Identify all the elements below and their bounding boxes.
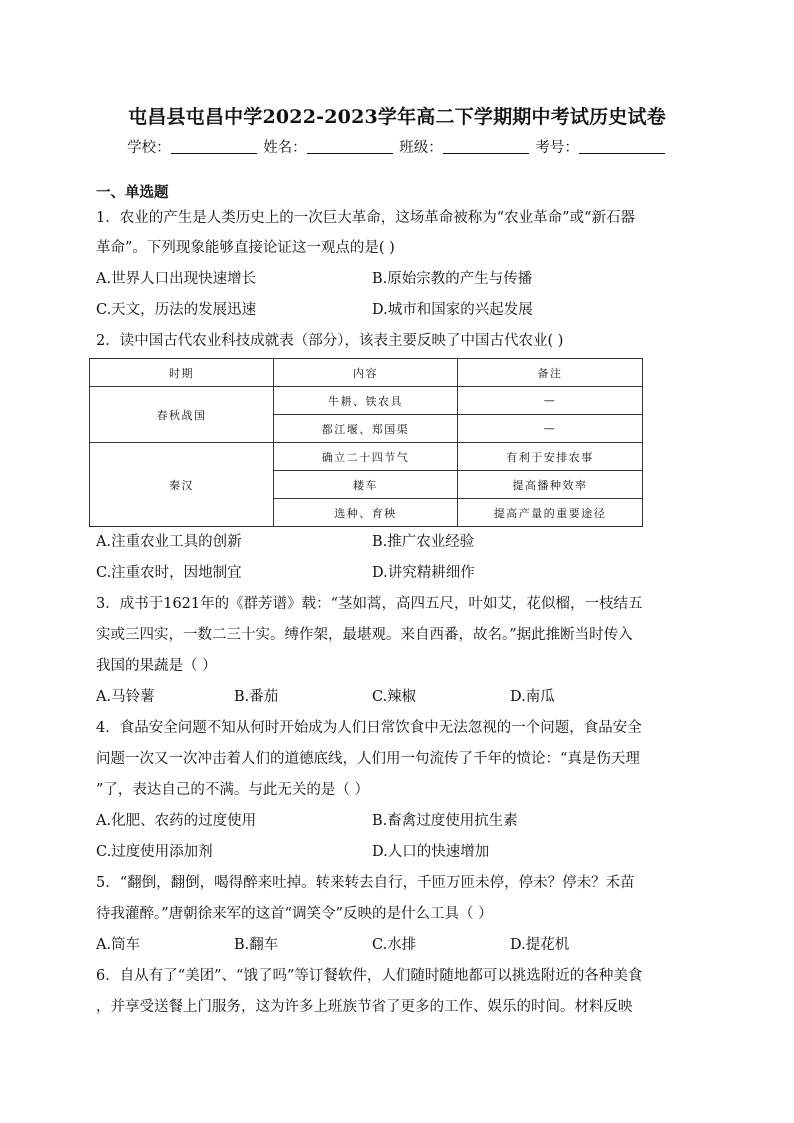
q2-option-b[interactable]: B.推广农业经验	[372, 534, 475, 550]
table-cell-content: 牛耕、铁农具	[274, 387, 458, 415]
q3-stem-line3: 我国的果蔬是（ ）	[96, 658, 217, 674]
q1-stem-line1: 1．农业的产生是人类历史上的一次巨大革命，这场革命被称为“农业革命”或“新石器	[96, 210, 635, 226]
q4-option-a[interactable]: A.化肥、农药的过度使用	[96, 813, 257, 829]
table-cell-note: 提高播种效率	[458, 471, 643, 499]
q5-option-d[interactable]: D.提花机	[510, 937, 570, 953]
name-label: 姓名：	[263, 140, 307, 156]
q5-option-b[interactable]: B.翻车	[234, 937, 279, 953]
agri-achievements-table	[89, 358, 643, 527]
q4-option-b[interactable]: B.畜禽过度使用抗生素	[372, 813, 518, 829]
q3-stem-line1: 3．成书于1621年的《群芳谱》载：“茎如蒿，高四五尺，叶如艾，花似榴，一枝结五	[96, 596, 643, 612]
table-row	[90, 443, 643, 471]
table-cell-content: 选种、育秧	[274, 499, 458, 527]
q2-stem-line1: 2．读中国古代农业科技成就表（部分），该表主要反映了中国古代农业( )	[96, 333, 564, 349]
class-label: 班级：	[399, 140, 443, 156]
q2-option-d[interactable]: D.讲究精耕细作	[372, 565, 475, 581]
q4-stem-line3: ”了，表达自己的不满。与此无关的是（ ）	[96, 782, 370, 798]
q4-option-d[interactable]: D.人口的快速增加	[372, 844, 490, 860]
table-header-note: 备注	[458, 359, 643, 387]
table-header-row	[90, 359, 643, 387]
student-info-line	[0, 136, 794, 157]
table-cell-note: —	[458, 387, 643, 415]
q5-stem-line2: 待我灌醉。”唐朝徐来军的这首“调笑令”反映的是什么工具（ ）	[96, 906, 493, 922]
table-cell-content: 耧车	[274, 471, 458, 499]
table-cell-content: 确立二十四节气	[274, 443, 458, 471]
section-heading: 一、单选题	[96, 184, 169, 201]
name-blank[interactable]	[307, 139, 393, 154]
class-blank[interactable]	[443, 139, 529, 154]
q4-stem-line1: 4．食品安全问题不知从何时开始成为人们日常饮食中无法忽视的一个问题，食品安全	[96, 720, 642, 736]
q6-stem-line1: 6．自从有了“美团”、“饿了吗”等订餐软件，人们随时随地都可以挑选附近的各种美食	[96, 968, 643, 984]
school-label: 学校：	[127, 140, 171, 156]
number-label: 考号：	[535, 140, 579, 156]
q5-stem-line1: 5．“翻倒，翻倒，喝得醉来吐掉。转来转去自行，千匝万匝未停，停未？停未？禾苗	[96, 875, 635, 891]
q3-option-c[interactable]: C.辣椒	[372, 689, 417, 705]
table-cell-period: 春秋战国	[90, 387, 274, 443]
q3-option-b[interactable]: B.番茄	[234, 689, 279, 705]
q1-option-a[interactable]: A.世界人口出现快速增长	[96, 271, 257, 287]
q3-option-a[interactable]: A.马铃薯	[96, 689, 155, 705]
exam-title: 屯昌县屯昌中学2022-2023学年高二下学期期中考试历史试卷	[128, 106, 666, 128]
q1-option-b[interactable]: B.原始宗教的产生与传播	[372, 271, 533, 287]
q4-stem-line2: 问题一次又一次冲击着人们的道德底线，人们用一句流传了千年的愤论：“真是伤天理	[96, 751, 640, 767]
q6-stem-line2: ，并享受送餐上门服务，这为许多上班族节省了更多的工作、娱乐的时间。材料反映	[96, 999, 633, 1015]
q3-option-d[interactable]: D.南瓜	[510, 689, 555, 705]
table-cell-period: 秦汉	[90, 443, 274, 527]
table-cell-note: —	[458, 415, 643, 443]
q1-stem-line2: 革命”。下列现象能够直接论证这一观点的是( )	[96, 240, 395, 256]
q2-option-a[interactable]: A.注重农业工具的创新	[96, 534, 242, 550]
q3-stem-line2: 实或三四实，一数二三十实。缚作架，最堪观。来自西番，故名。”据此推断当时传入	[96, 627, 633, 643]
q5-option-c[interactable]: C.水排	[372, 937, 417, 953]
q1-option-c[interactable]: C.天文，历法的发展迅速	[96, 302, 257, 318]
school-blank[interactable]	[171, 139, 257, 154]
table-cell-note: 有利于安排农事	[458, 443, 643, 471]
q2-option-c[interactable]: C.注重农时，因地制宜	[96, 565, 242, 581]
q1-option-d[interactable]: D.城市和国家的兴起发展	[372, 302, 533, 318]
table-row	[90, 387, 643, 415]
q5-option-a[interactable]: A.筒车	[96, 937, 141, 953]
table-header-period: 时期	[90, 359, 274, 387]
q4-option-c[interactable]: C.过度使用添加剂	[96, 844, 213, 860]
number-blank[interactable]	[579, 139, 665, 154]
table-cell-note: 提高产量的重要途径	[458, 499, 643, 527]
table-header-content: 内容	[274, 359, 458, 387]
table-cell-content: 都江堰、郑国渠	[274, 415, 458, 443]
